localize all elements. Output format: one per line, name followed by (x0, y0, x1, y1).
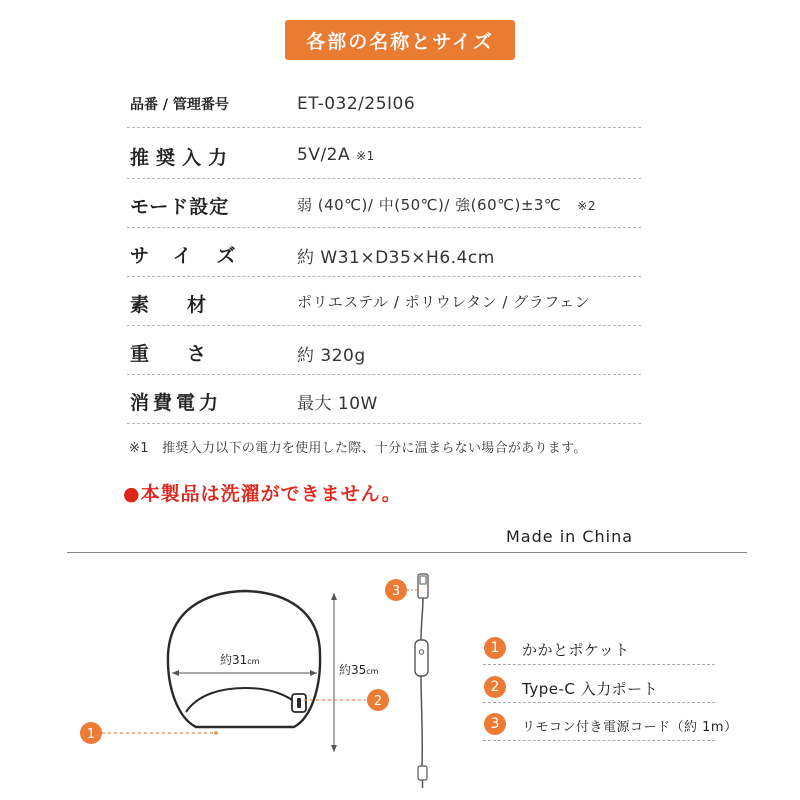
spec-label: 品番 / 管理番号 (130, 97, 229, 113)
origin-label: Made in China (506, 527, 634, 546)
row-divider (127, 423, 641, 424)
spec-value: 約 W31×D35×H6.4cm (297, 248, 495, 268)
row-divider (127, 374, 641, 375)
power-cord (421, 598, 423, 640)
width-label: 約31cm (220, 653, 260, 667)
spec-value: ET-032/25I06 (297, 94, 416, 114)
svg-text:3: 3 (391, 584, 401, 599)
spec-value: ポリエステル / ポリウレタン / グラフェン (297, 293, 590, 311)
legend-number: 1 (484, 637, 506, 659)
warning-text: ●本製品は洗濯ができません。 (123, 483, 402, 505)
product-diagram (60, 560, 500, 800)
section-title-badge: 各部の名称とサイズ (285, 20, 515, 60)
spec-label: 消費電力 (130, 392, 223, 414)
note-mark: ※2 (577, 199, 596, 213)
row-divider (127, 127, 641, 128)
remote-control (415, 640, 428, 676)
spec-value: 約 320g (297, 346, 366, 366)
footnote: ※1 推奨入力以下の電力を使用した際、十分に温まらない場合があります。 (129, 441, 587, 456)
note-mark: ※1 (356, 149, 375, 163)
legend-label: Type-C 入力ポート (522, 680, 659, 698)
legend-number: 2 (484, 676, 506, 698)
legend-divider (483, 664, 715, 665)
type-c-plug (418, 766, 427, 780)
spec-label: モード設定 (130, 196, 230, 218)
legend-label: かかとポケット (522, 641, 630, 659)
legend-divider (483, 740, 715, 741)
legend-divider (483, 702, 715, 703)
spec-label: 推奨入力 (130, 147, 235, 169)
legend-number: 3 (484, 713, 506, 735)
legend-label: リモコン付き電源コード（約 1m） (522, 720, 738, 735)
spec-label: 重 さ (130, 343, 207, 365)
svg-text:2: 2 (373, 694, 383, 709)
row-divider (127, 325, 641, 326)
spec-label: サイズ (130, 245, 261, 267)
spec-label: 素 材 (130, 294, 207, 316)
spec-value: 最大 10W (297, 394, 378, 414)
row-divider (127, 276, 641, 277)
section-divider (67, 552, 747, 553)
spec-value: 弱 (40℃)/ 中(50℃)/ 強(60℃)±3℃ ※2 (297, 196, 596, 214)
depth-label: 約35cm (339, 663, 379, 677)
row-divider (127, 178, 641, 179)
spec-value: 5V/2A ※1 (297, 145, 375, 165)
svg-text:1: 1 (86, 727, 96, 742)
row-divider (127, 227, 641, 228)
